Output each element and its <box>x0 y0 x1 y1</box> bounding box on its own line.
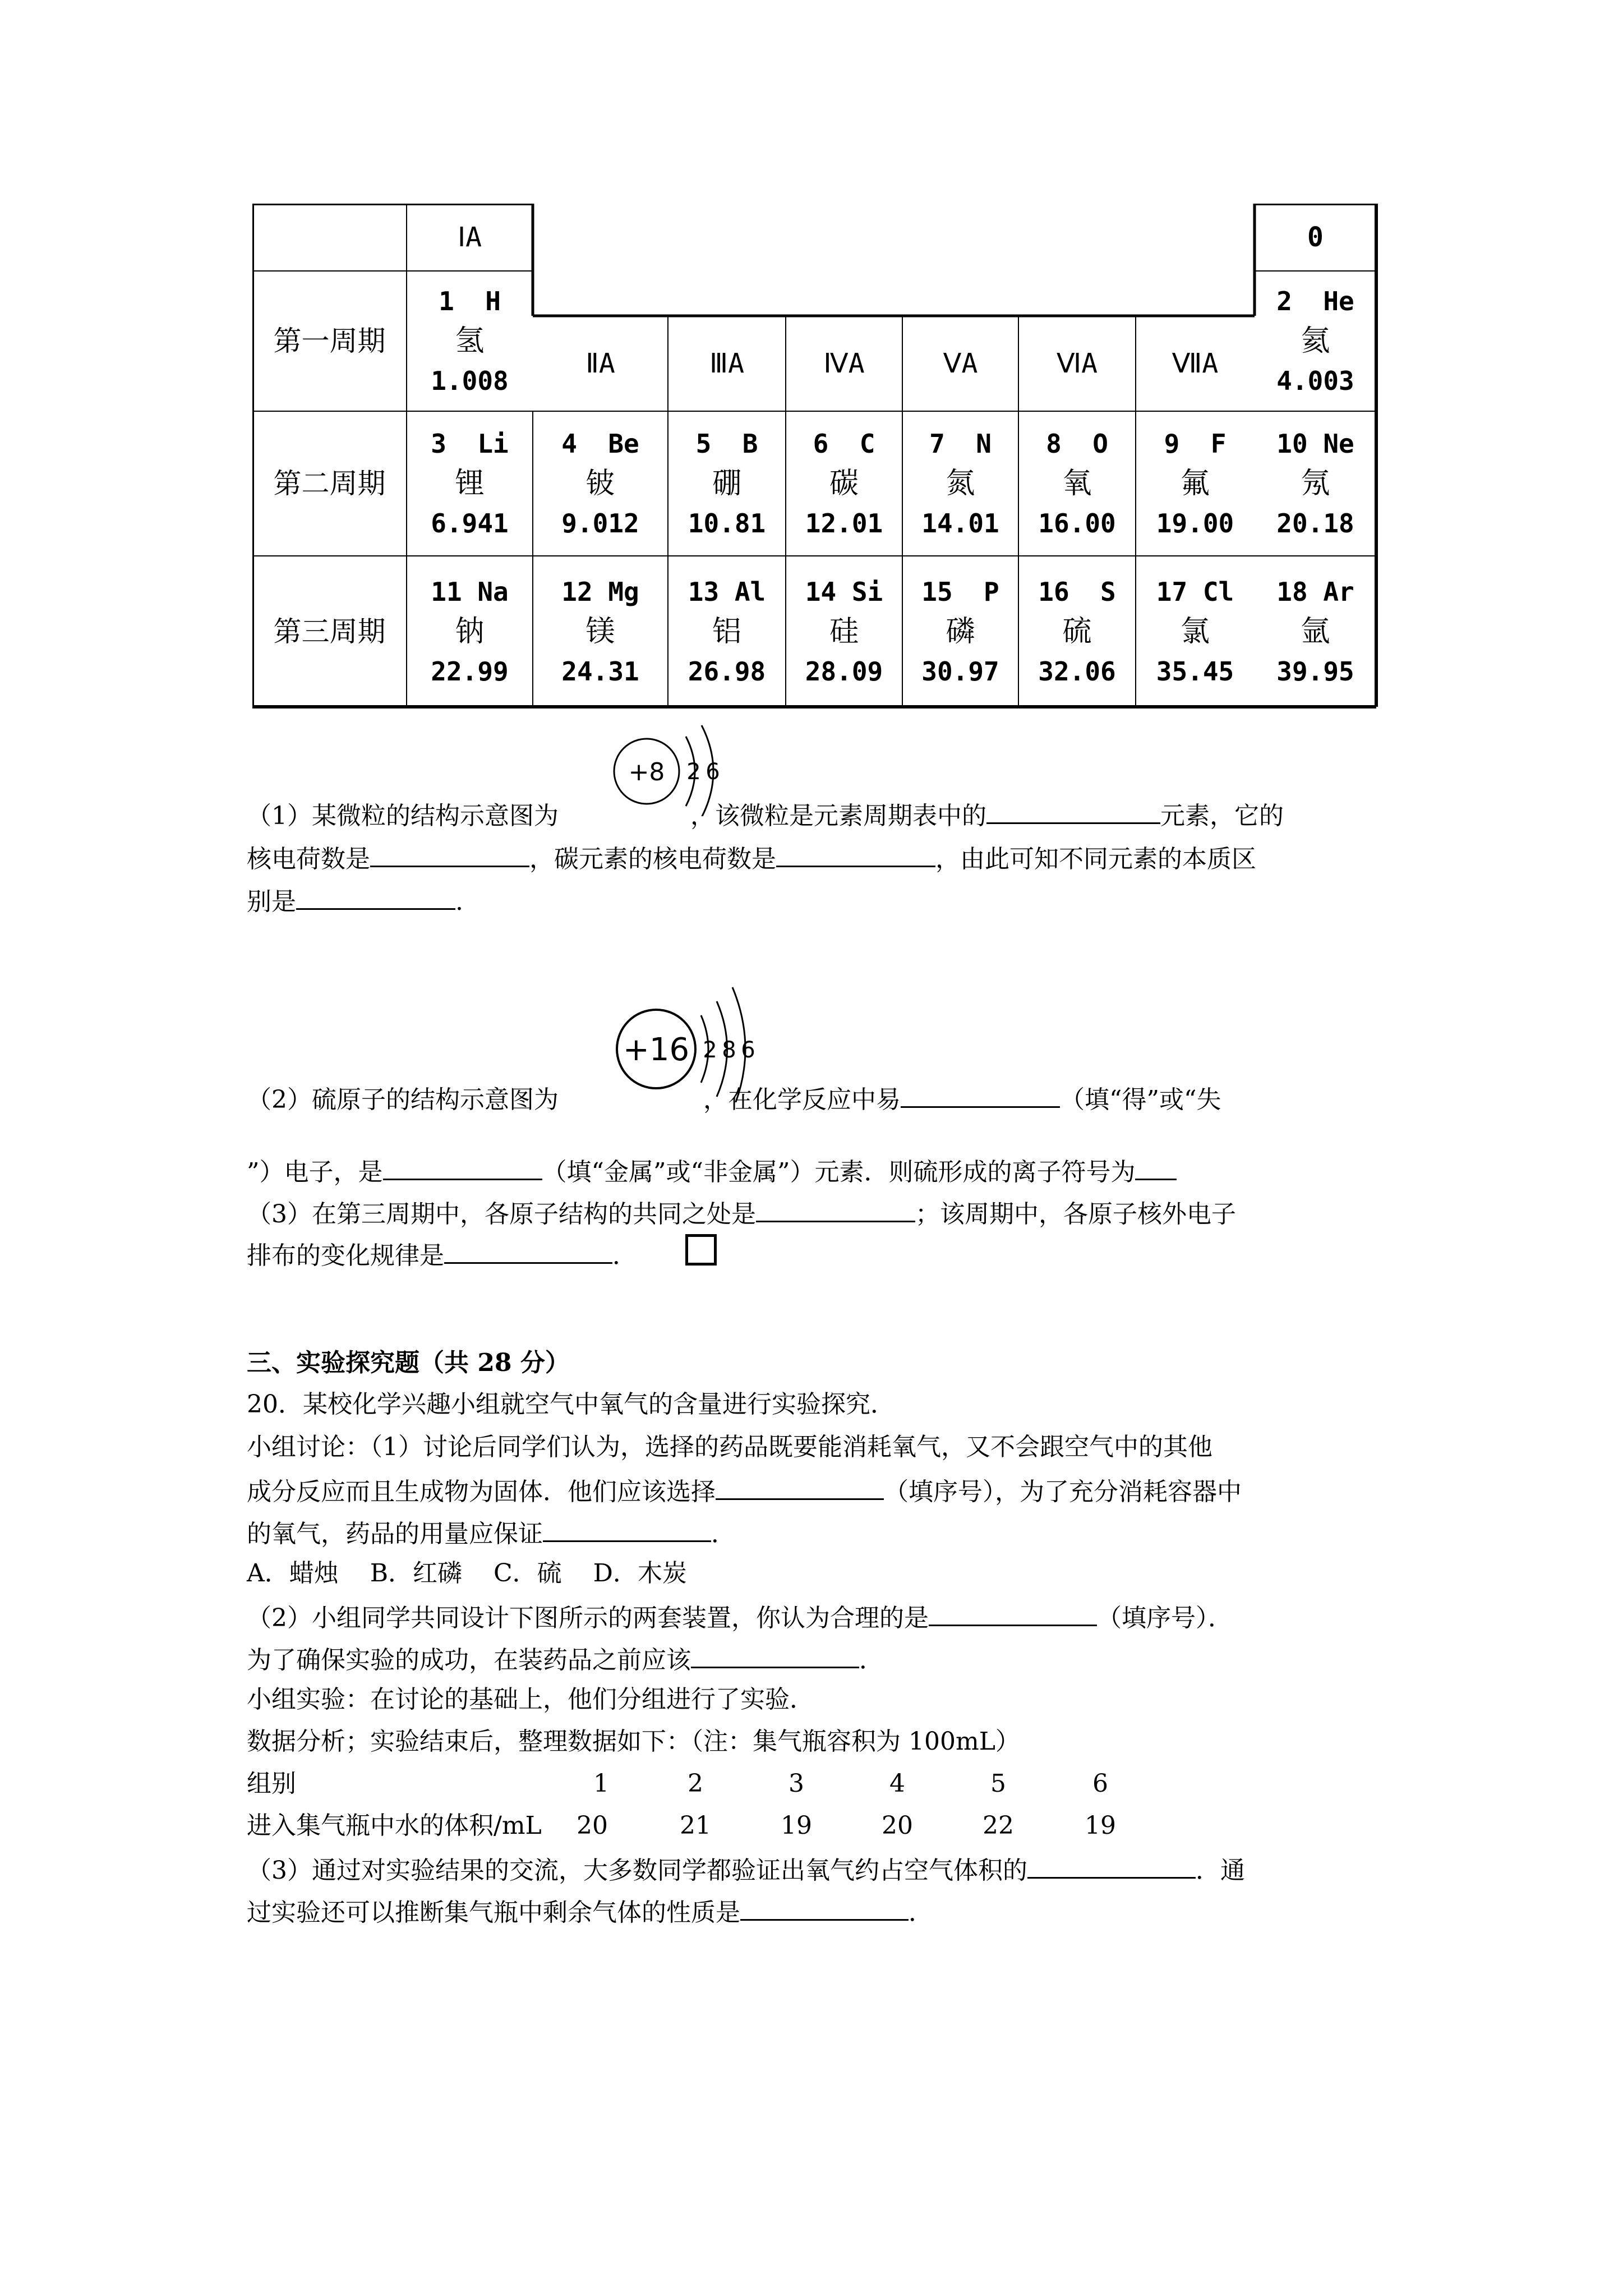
element-number: 10 <box>1276 429 1308 459</box>
element-mass: 24.31 <box>561 656 639 687</box>
blank-drug-amount[interactable] <box>543 1515 711 1542</box>
q19-p3-line1 <box>247 1195 1236 1231</box>
group-header-2a: ⅡA <box>585 348 615 379</box>
group-header-0: 0 <box>1307 222 1324 253</box>
q19-p2-text-b: ，在化学反应中易 <box>703 1085 901 1114</box>
element-name: 氧 <box>1062 467 1092 500</box>
section-heading: 三、实验探究题（共 28 分） <box>247 1349 570 1377</box>
q19-p1-text-d: 核电荷数是 <box>247 845 370 873</box>
element-cell <box>1018 556 1136 707</box>
blank-gain-lose[interactable] <box>901 1080 1060 1108</box>
element-mass: 4.003 <box>1276 366 1354 396</box>
q20-line2-text-b: （填序号），为了充分消耗容器中 <box>884 1478 1242 1506</box>
blank-before-loading[interactable] <box>691 1641 859 1668</box>
period-label-2: 第二周期 <box>273 467 386 500</box>
element-number: 12 <box>561 576 593 607</box>
group-header-6a: ⅥA <box>1056 348 1098 379</box>
element-cell <box>1255 556 1376 707</box>
element-symbol: F <box>1210 429 1227 459</box>
q20-line2-text-a: 成分反应而且生成物为固体．他们应该选择 <box>247 1478 716 1506</box>
element-number-symbol <box>805 574 883 610</box>
blank-ion-symbol[interactable] <box>1135 1153 1177 1180</box>
element-cell <box>668 411 786 556</box>
element-number: 18 <box>1276 576 1308 607</box>
q19-p2-line2 <box>247 1153 1177 1189</box>
q20-line4-text-b: （填序号）． <box>1097 1604 1233 1632</box>
blank-essential-difference[interactable] <box>296 882 455 910</box>
element-name: 硅 <box>829 614 859 648</box>
element-name: 氦 <box>1301 324 1330 358</box>
q20-line5 <box>247 1641 884 1677</box>
element-name: 碳 <box>829 467 859 500</box>
element-name: 氮 <box>946 467 975 500</box>
element-number-symbol <box>1276 283 1354 319</box>
table-volume-value: 22 <box>983 1811 1014 1840</box>
element-number-symbol <box>1276 574 1354 610</box>
element-number-symbol <box>1164 426 1227 462</box>
answer-checkbox[interactable] <box>685 1234 717 1266</box>
element-number-symbol <box>929 426 992 462</box>
group-header-7a: ⅦA <box>1172 348 1219 379</box>
element-symbol: Ne <box>1323 429 1354 459</box>
table-volume-value: 20 <box>577 1811 608 1840</box>
q19-p1-line2 <box>247 840 1256 876</box>
blank-reasonable-setup[interactable] <box>929 1599 1097 1626</box>
element-name: 锂 <box>455 467 485 500</box>
element-cell <box>533 411 668 556</box>
element-cell <box>533 556 668 707</box>
period-label-1: 第一周期 <box>273 325 386 357</box>
q20-line1: 小组讨论：（1）讨论后同学们认为，选择的药品既要能消耗氧气，又不会跟空气中的其他 <box>247 1433 1212 1461</box>
table-group-number: 1 <box>593 1769 609 1798</box>
element-mass: 22.99 <box>431 656 509 687</box>
element-cell <box>407 411 533 556</box>
element-cell <box>1018 411 1136 556</box>
blank-change-rule[interactable] <box>444 1236 612 1264</box>
element-number-symbol <box>813 426 875 462</box>
element-number: 16 <box>1038 576 1069 607</box>
q19-p3-text-b: ；该周期中，各原子核外电子 <box>915 1200 1236 1228</box>
sulfur-shell-3: 6 <box>741 1037 755 1063</box>
element-cell <box>902 411 1018 556</box>
sulfur-nucleus-charge: +16 <box>623 1032 690 1068</box>
element-number-symbol <box>431 574 508 610</box>
element-number: 2 <box>1276 286 1292 316</box>
q20-line2 <box>247 1473 1242 1509</box>
blank-common-feature[interactable] <box>756 1195 915 1222</box>
element-name: 氢 <box>455 324 485 358</box>
element-symbol: Mg <box>608 576 639 607</box>
element-number: 13 <box>688 576 720 607</box>
element-symbol: Si <box>851 576 883 607</box>
element-number: 5 <box>695 429 712 459</box>
element-mass: 6.941 <box>431 508 509 539</box>
element-cell <box>1136 556 1255 707</box>
q20-line6: 小组实验：在讨论的基础上，他们分组进行了实验． <box>247 1685 814 1714</box>
element-symbol: Cl <box>1202 576 1234 607</box>
element-mass: 14.01 <box>921 508 999 539</box>
element-cell <box>1136 411 1255 556</box>
q20-line5-text-b: ． <box>859 1646 884 1674</box>
element-mass: 12.01 <box>805 508 883 539</box>
table-group-number: 6 <box>1092 1769 1108 1798</box>
q19-p2-text-d: ”）电子，是 <box>247 1158 383 1186</box>
element-name: 铝 <box>712 614 741 648</box>
element-number: 4 <box>561 429 577 459</box>
element-mass: 39.95 <box>1276 656 1354 687</box>
element-number: 14 <box>805 576 837 607</box>
element-cell <box>668 556 786 707</box>
element-number-symbol <box>688 574 766 610</box>
element-symbol: Al <box>734 576 766 607</box>
q20-line5-text-a: 为了确保实验的成功，在装药品之前应该 <box>247 1646 691 1674</box>
element-number: 17 <box>1156 576 1188 607</box>
table-volume-value: 20 <box>882 1811 913 1840</box>
table-group-number: 5 <box>990 1769 1006 1798</box>
element-number-symbol <box>561 426 639 462</box>
q19-p1-text-e: ，碳元素的核电荷数是 <box>529 845 776 873</box>
element-name: 硼 <box>712 467 741 500</box>
element-cell <box>407 556 533 707</box>
table-group-number: 2 <box>688 1769 703 1798</box>
table-group-number: 4 <box>889 1769 905 1798</box>
element-symbol: He <box>1323 286 1354 316</box>
element-symbol: O <box>1092 429 1108 459</box>
q20-title: 20．某校化学兴趣小组就空气中氧气的含量进行实验探究． <box>247 1390 895 1419</box>
element-number-symbol <box>1156 574 1234 610</box>
element-mass: 1.008 <box>431 366 509 396</box>
sulfur-shell-2: 8 <box>722 1037 736 1063</box>
element-number-symbol <box>431 426 508 462</box>
element-mass: 35.45 <box>1156 656 1234 687</box>
element-cell <box>786 411 902 556</box>
element-cell <box>786 556 902 707</box>
group-header-4a: ⅣA <box>823 348 865 379</box>
blank-element-name[interactable] <box>986 797 1160 824</box>
q20-line9 <box>247 1893 933 1930</box>
q20-line3-text-b: ． <box>711 1520 736 1548</box>
q20-line3-text-a: 的氧气，药品的用量应保证 <box>247 1520 543 1548</box>
element-number: 11 <box>431 576 462 607</box>
q20-line8-text-b: ．通 <box>1196 1856 1245 1885</box>
element-number: 7 <box>929 429 945 459</box>
oxygen-shell-1: 2 <box>686 759 701 785</box>
element-name: 氩 <box>1301 614 1330 648</box>
q19-p2-text-a: （2）硫原子的结构示意图为 <box>247 1085 559 1114</box>
element-mass: 10.81 <box>688 508 766 539</box>
q20-line7: 数据分析；实验结束后，整理数据如下：（注：集气瓶容积为 100mL） <box>247 1727 1020 1756</box>
element-mass: 26.98 <box>688 656 766 687</box>
element-number-symbol <box>1046 426 1108 462</box>
element-name: 硫 <box>1062 614 1092 648</box>
element-name: 氯 <box>1180 614 1210 648</box>
blank-oxygen-fraction[interactable] <box>1027 1851 1196 1879</box>
element-number-symbol <box>439 283 501 319</box>
q20-line9-text-b: ． <box>909 1898 933 1927</box>
q19-p1-text-b: ，该微粒是元素周期表中的 <box>690 802 986 830</box>
element-name: 氖 <box>1301 467 1330 500</box>
period-label-3: 第三周期 <box>273 615 386 648</box>
element-mass: 30.97 <box>921 656 999 687</box>
q19-p2-text-c: （填“得”或“失 <box>1060 1085 1221 1114</box>
q20-line3 <box>247 1515 736 1551</box>
q20-line8 <box>247 1851 1245 1888</box>
element-name: 镁 <box>585 614 615 648</box>
q19-p2-line1 <box>247 1080 1221 1117</box>
blank-metal-nonmetal[interactable] <box>383 1153 542 1180</box>
blank-carbon-charge[interactable] <box>776 840 935 867</box>
blank-nuclear-charge[interactable] <box>370 840 529 867</box>
oxygen-nucleus-charge: +8 <box>628 758 665 786</box>
element-symbol: S <box>1100 576 1116 607</box>
q19-p3-text-a: （3）在第三周期中，各原子结构的共同之处是 <box>247 1200 756 1228</box>
blank-choose-drug[interactable] <box>716 1473 884 1500</box>
oxygen-structure-diagram <box>607 715 742 816</box>
q20-options: A．蜡烛 B．红磷 C．硫 D．木炭 <box>247 1559 687 1588</box>
table-row1-label: 组别 <box>247 1769 296 1798</box>
table-row2-label: 进入集气瓶中水的体积/mL <box>247 1811 542 1840</box>
element-cell <box>1255 271 1376 411</box>
group-header-3a: ⅢA <box>709 348 744 379</box>
q19-p1-line3 <box>247 882 463 919</box>
table-volume-value: 19 <box>1085 1811 1116 1840</box>
element-mass: 16.00 <box>1038 508 1116 539</box>
element-name: 氟 <box>1180 467 1210 500</box>
sulfur-shell-1: 2 <box>703 1037 717 1063</box>
element-name: 磷 <box>946 614 975 648</box>
element-number-symbol <box>561 574 639 610</box>
q19-p1-text-g: 别是 <box>247 887 296 916</box>
table-volume-value: 21 <box>680 1811 711 1840</box>
q19-p1-text-f: ，由此可知不同元素的本质区 <box>935 845 1256 873</box>
q19-p3-line2 <box>247 1236 637 1273</box>
group-header-5a: ⅤA <box>943 348 978 379</box>
element-number: 1 <box>439 286 454 316</box>
q20-line9-text-a: 过实验还可以推断集气瓶中剩余气体的性质是 <box>247 1898 740 1927</box>
element-number: 3 <box>431 429 446 459</box>
element-symbol: P <box>984 576 999 607</box>
q20-line8-text-a: （3）通过对实验结果的交流，大多数同学都验证出氧气约占空气体积的 <box>247 1856 1027 1885</box>
element-symbol: B <box>742 429 758 459</box>
element-cell <box>902 556 1018 707</box>
element-mass: 19.00 <box>1156 508 1234 539</box>
element-symbol: Li <box>477 429 509 459</box>
element-number-symbol <box>696 426 758 462</box>
table-group-number: 3 <box>789 1769 804 1798</box>
q19-p2-text-e: （填“金属”或“非金属”）元素．则硫形成的离子符号为 <box>542 1158 1136 1186</box>
element-number-symbol <box>1038 574 1115 610</box>
element-symbol: C <box>859 429 875 459</box>
q19-p1-text-a: （1）某微粒的结构示意图为 <box>247 802 559 830</box>
element-mass: 28.09 <box>805 656 883 687</box>
element-number: 9 <box>1164 429 1180 459</box>
element-symbol: Be <box>608 429 639 459</box>
element-number: 6 <box>813 429 829 459</box>
q19-p1-text-h: . <box>455 887 463 916</box>
table-volume-value: 19 <box>781 1811 812 1840</box>
element-number: 8 <box>1046 429 1062 459</box>
q20-line4-text-a: （2）小组同学共同设计下图所示的两套装置，你认为合理的是 <box>247 1604 929 1632</box>
element-symbol: Na <box>477 576 509 607</box>
element-name: 铍 <box>585 467 615 500</box>
oxygen-shell-2: 6 <box>706 759 720 785</box>
q20-line4 <box>247 1599 1233 1635</box>
q19-p1-line1 <box>247 797 1284 833</box>
element-cell <box>407 271 533 411</box>
element-symbol: N <box>976 429 992 459</box>
periodic-table <box>252 204 1378 708</box>
element-number-symbol <box>1276 426 1354 462</box>
element-name: 钠 <box>455 614 485 648</box>
element-mass: 32.06 <box>1038 656 1116 687</box>
q19-p3-text-c: 排布的变化规律是 <box>247 1241 444 1270</box>
element-cell <box>1255 411 1376 556</box>
element-number-symbol <box>921 574 999 610</box>
element-mass: 9.012 <box>561 508 639 539</box>
element-mass: 20.18 <box>1276 508 1354 539</box>
group-header-1a: ⅠA <box>457 222 482 253</box>
element-symbol: Ar <box>1323 576 1354 607</box>
q19-p3-text-d: ． <box>612 1241 637 1270</box>
element-symbol: H <box>485 286 501 316</box>
q19-p1-text-c: 元素，它的 <box>1160 802 1284 830</box>
element-number: 15 <box>921 576 953 607</box>
blank-remaining-gas[interactable] <box>740 1893 909 1921</box>
